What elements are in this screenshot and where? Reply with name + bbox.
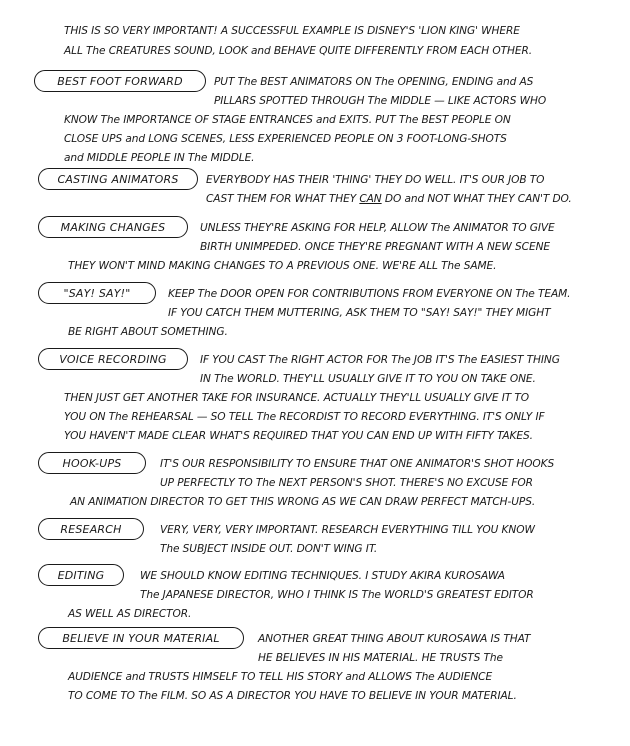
voice-line-5: YOU HAVEN'T MADE CLEAR WHAT'S REQUIRED THAT YOU CAN END UP WITH FIFTY TAKES. [64, 430, 533, 442]
voice-recording-tag: VOICE RECORDING [38, 348, 188, 370]
hook-ups-tag: HOOK-UPS [38, 452, 146, 474]
casting-line-2-end: DO and NOT WHAT THEY CAN'T DO. [381, 193, 572, 205]
casting-line-2 [206, 192, 572, 206]
best-foot-line-4: CLOSE UPS and LONG SCENES, LESS EXPERIENCED PEOPLE ON 3 FOOT-LONG-SHOTS [64, 133, 507, 145]
research-line-1: VERY, VERY, VERY IMPORTANT. RESEARCH EVERYTHING TILL YOU KNOW [160, 524, 535, 536]
intro-line-1: THIS IS SO VERY IMPORTANT! A SUCCESSFUL EXAMPLE IS DISNEY'S 'LION KING' WHERE [64, 25, 520, 37]
casting-animators-tag: CASTING ANIMATORS [38, 168, 198, 190]
making-changes-tag: MAKING CHANGES [38, 216, 188, 238]
intro-line-2: ALL The CREATURES SOUND, LOOK and BEHAVE QUITE DIFFERENTLY FROM EACH OTHER. [64, 45, 532, 57]
say-say-tag: "SAY! SAY!" [38, 282, 156, 304]
believe-line-2: HE BELIEVES IN HIS MATERIAL. HE TRUSTS The [258, 652, 503, 664]
believe-material-tag: BELIEVE IN YOUR MATERIAL [38, 627, 244, 649]
hookups-line-3: AN ANIMATION DIRECTOR TO GET THIS WRONG AS WE CAN DRAW PERFECT MATCH-UPS. [70, 496, 536, 508]
say-line-1: KEEP The DOOR OPEN FOR CONTRIBUTIONS FROM EVERYONE ON The TEAM. [168, 288, 571, 300]
say-line-3: BE RIGHT ABOUT SOMETHING. [68, 326, 228, 338]
voice-line-1: IF YOU CAST The RIGHT ACTOR FOR The JOB IT'S The EASIEST THING [200, 354, 560, 366]
best-foot-line-2: PILLARS SPOTTED THROUGH The MIDDLE — LIKE ACTORS WHO [214, 95, 547, 107]
best-foot-line-3: KNOW The IMPORTANCE OF STAGE ENTRANCES and EXITS. PUT The BEST PEOPLE ON [64, 114, 511, 126]
hookups-line-2: UP PERFECTLY TO The NEXT PERSON'S SHOT. THERE'S NO EXCUSE FOR [160, 477, 533, 489]
voice-line-4: YOU ON The REHEARSAL — SO TELL The RECORDIST TO RECORD EVERYTHING. IT'S ONLY IF [64, 411, 545, 423]
research-line-2: The SUBJECT INSIDE OUT. DON'T WING IT. [160, 543, 378, 555]
voice-line-2: IN The WORLD. THEY'LL USUALLY GIVE IT TO YOU ON TAKE ONE. [200, 373, 536, 385]
hookups-line-1: IT'S OUR RESPONSIBILITY TO ENSURE THAT ONE ANIMATOR'S SHOT HOOKS [160, 458, 555, 470]
editing-line-1: WE SHOULD KNOW EDITING TECHNIQUES. I STUDY AKIRA KUROSAWA [140, 570, 505, 582]
changes-line-2: BIRTH UNIMPEDED. ONCE THEY'RE PREGNANT WITH A NEW SCENE [200, 241, 550, 253]
best-foot-forward-tag: BEST FOOT FORWARD [34, 70, 206, 92]
casting-emphasis-can: CAN [359, 193, 382, 205]
editing-line-3: AS WELL AS DIRECTOR. [68, 608, 192, 620]
editing-tag: EDITING [38, 564, 124, 586]
editing-line-2: The JAPANESE DIRECTOR, WHO I THINK IS The WORLD'S GREATEST EDITOR [140, 589, 534, 601]
believe-line-3: AUDIENCE and TRUSTS HIMSELF TO TELL HIS STORY and ALLOWS The AUDIENCE [68, 671, 493, 683]
believe-line-4: TO COME TO The FILM. SO AS A DIRECTOR YOU HAVE TO BELIEVE IN YOUR MATERIAL. [68, 690, 517, 702]
research-tag: RESEARCH [38, 518, 144, 540]
changes-line-3: THEY WON'T MIND MAKING CHANGES TO A PREVIOUS ONE. WE'RE ALL The SAME. [68, 260, 497, 272]
changes-line-1: UNLESS THEY'RE ASKING FOR HELP, ALLOW The ANIMATOR TO GIVE [200, 222, 555, 234]
casting-line-2-start: CAST THEM FOR WHAT THEY [206, 193, 360, 205]
say-line-2: IF YOU CATCH THEM MUTTERING, ASK THEM TO "SAY! SAY!" THEY MIGHT [168, 307, 551, 319]
voice-line-3: THEN JUST GET ANOTHER TAKE FOR INSURANCE. ACTUALLY THEY'LL USUALLY GIVE IT TO [64, 392, 530, 404]
casting-line-1: EVERYBODY HAS THEIR 'THING' THEY DO WELL. IT'S OUR JOB TO [206, 174, 545, 186]
best-foot-line-5: and MIDDLE PEOPLE IN The MIDDLE. [64, 152, 255, 164]
best-foot-line-1: PUT The BEST ANIMATORS ON The OPENING, ENDING and AS [214, 76, 534, 88]
believe-line-1: ANOTHER GREAT THING ABOUT KUROSAWA IS THAT [258, 633, 531, 645]
